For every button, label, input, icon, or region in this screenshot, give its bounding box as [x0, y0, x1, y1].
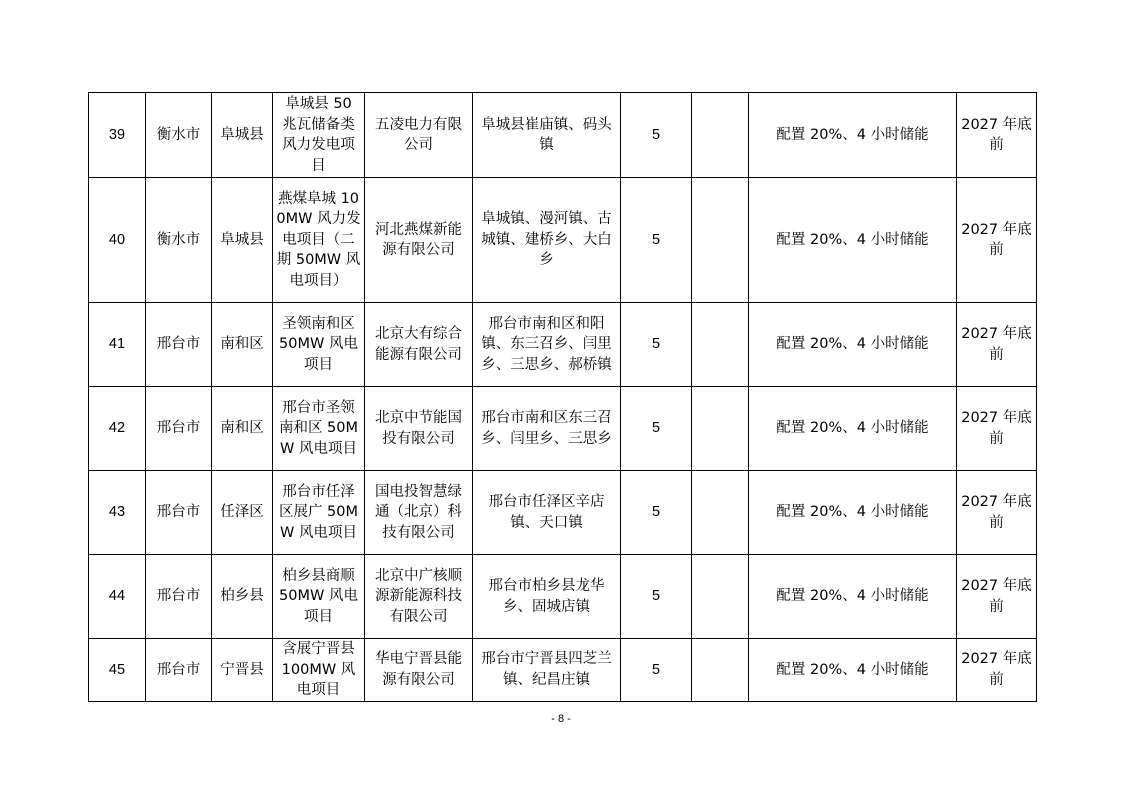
project-name-cell: 燕煤阜城 100MW 风力发电项目（二期 50MW 风电项目）	[273, 178, 365, 303]
row-number: 43	[89, 471, 146, 555]
project-name-cell: 邢台市圣领南和区 50MW 风电项目	[273, 387, 365, 471]
table-row	[89, 93, 1037, 178]
county-cell: 宁晋县	[212, 639, 273, 702]
company-cell: 五凌电力有限公司	[365, 93, 473, 178]
city-cell: 邢台市	[146, 555, 212, 639]
deadline-cell: 2027 年底前	[957, 387, 1037, 471]
row-number: 40	[89, 178, 146, 303]
empty-cell	[692, 387, 749, 471]
city-cell: 衡水市	[146, 178, 212, 303]
row-number: 45	[89, 639, 146, 702]
county-cell: 任泽区	[212, 471, 273, 555]
city-cell: 邢台市	[146, 303, 212, 387]
storage-config-cell: 配置 20%、4 小时储能	[749, 178, 957, 303]
capacity-cell: 5	[621, 555, 692, 639]
empty-cell	[692, 639, 749, 702]
table-row	[89, 471, 1037, 555]
company-cell: 河北燕煤新能源有限公司	[365, 178, 473, 303]
city-cell: 衡水市	[146, 93, 212, 178]
empty-cell	[692, 471, 749, 555]
project-name-cell: 圣领南和区 50MW 风电项目	[273, 303, 365, 387]
location-cell: 阜城镇、漫河镇、古城镇、建桥乡、大白乡	[473, 178, 621, 303]
location-cell: 邢台市任泽区辛店镇、天口镇	[473, 471, 621, 555]
capacity-cell: 5	[621, 93, 692, 178]
city-cell: 邢台市	[146, 639, 212, 702]
table-row	[89, 639, 1037, 702]
company-cell: 北京大有综合能源有限公司	[365, 303, 473, 387]
storage-config-cell: 配置 20%、4 小时储能	[749, 555, 957, 639]
empty-cell	[692, 93, 749, 178]
company-cell: 北京中广核顺源新能源科技有限公司	[365, 555, 473, 639]
project-table	[88, 92, 1037, 702]
capacity-cell: 5	[621, 387, 692, 471]
capacity-cell: 5	[621, 303, 692, 387]
deadline-cell: 2027 年底前	[957, 639, 1037, 702]
deadline-cell: 2027 年底前	[957, 303, 1037, 387]
empty-cell	[692, 303, 749, 387]
empty-cell	[692, 555, 749, 639]
county-cell: 南和区	[212, 387, 273, 471]
page-number: - 8 -	[551, 713, 571, 725]
deadline-cell: 2027 年底前	[957, 555, 1037, 639]
project-name-cell: 邢台市任泽区展广 50MW 风电项目	[273, 471, 365, 555]
table-body	[89, 93, 1037, 702]
deadline-cell: 2027 年底前	[957, 93, 1037, 178]
storage-config-cell: 配置 20%、4 小时储能	[749, 387, 957, 471]
table-row	[89, 178, 1037, 303]
county-cell: 阜城县	[212, 93, 273, 178]
location-cell: 阜城县崔庙镇、码头镇	[473, 93, 621, 178]
location-cell: 邢台市柏乡县龙华乡、固城店镇	[473, 555, 621, 639]
storage-config-cell: 配置 20%、4 小时储能	[749, 303, 957, 387]
storage-config-cell: 配置 20%、4 小时储能	[749, 93, 957, 178]
row-number: 41	[89, 303, 146, 387]
storage-config-cell: 配置 20%、4 小时储能	[749, 639, 957, 702]
storage-config-cell: 配置 20%、4 小时储能	[749, 471, 957, 555]
county-cell: 阜城县	[212, 178, 273, 303]
company-cell: 华电宁晋县能源有限公司	[365, 639, 473, 702]
company-cell: 北京中节能国投有限公司	[365, 387, 473, 471]
county-cell: 南和区	[212, 303, 273, 387]
county-cell: 柏乡县	[212, 555, 273, 639]
empty-cell	[692, 178, 749, 303]
location-cell: 邢台市南和区东三召乡、闫里乡、三思乡	[473, 387, 621, 471]
project-name-cell: 含展宁晋县 100MW 风电项目	[273, 639, 365, 702]
table-row	[89, 555, 1037, 639]
table-row	[89, 303, 1037, 387]
capacity-cell: 5	[621, 471, 692, 555]
location-cell: 邢台市南和区和阳镇、东三召乡、闫里乡、三思乡、郝桥镇	[473, 303, 621, 387]
row-number: 42	[89, 387, 146, 471]
project-name-cell: 阜城县 50 兆瓦储备类风力发电项目	[273, 93, 365, 178]
row-number: 39	[89, 93, 146, 178]
company-cell: 国电投智慧绿通（北京）科技有限公司	[365, 471, 473, 555]
table-row	[89, 387, 1037, 471]
capacity-cell: 5	[621, 639, 692, 702]
city-cell: 邢台市	[146, 471, 212, 555]
location-cell: 邢台市宁晋县四芝兰镇、纪昌庄镇	[473, 639, 621, 702]
project-name-cell: 柏乡县商顺 50MW 风电项目	[273, 555, 365, 639]
row-number: 44	[89, 555, 146, 639]
city-cell: 邢台市	[146, 387, 212, 471]
capacity-cell: 5	[621, 178, 692, 303]
deadline-cell: 2027 年底前	[957, 471, 1037, 555]
deadline-cell: 2027 年底前	[957, 178, 1037, 303]
